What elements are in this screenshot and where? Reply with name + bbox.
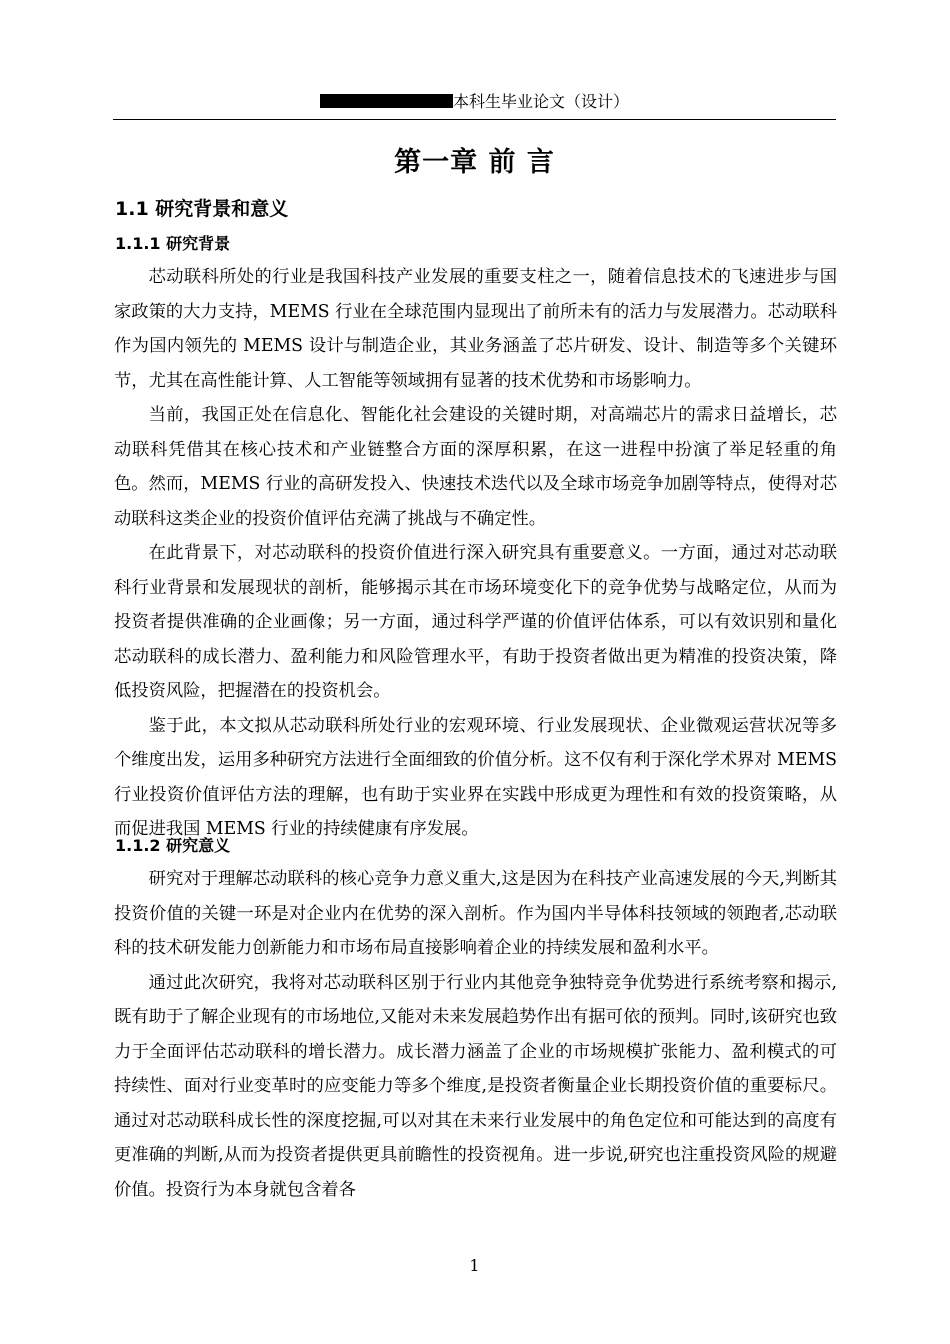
paragraph: 鉴于此，本文拟从芯动联科所处行业的宏观环境、行业发展现状、企业微观运营状况等多个维度出发，运用多种研究方法进行全面细致的价值分析。这不仅有利于深化学术界对 MEMS 行业投资价值评估方法的理解，也有助于实业界在实践中形成更为理性和有效的投资策略，从而促进我国 MEMS 行业的持续健康有序发展。: [114, 715, 837, 839]
section-heading: 1.1 研究背景和意义: [115, 198, 289, 220]
paragraph: 在此背景下，对芯动联科的投资价值进行深入研究具有重要意义。一方面，通过对芯动联科行业背景和发展现状的剖析，能够揭示其在市场环境变化下的竞争优势与战略定位，从而为投资者提供准确的企业画像；另一方面，通过科学严谨的价值评估体系，可以有效识别和量化芯动联科的成长潜力、盈利能力和风险管理水平，有助于投资者做出更为精准的投资决策，降低投资风险，把握潜在的投资机会。: [114, 543, 837, 701]
running-header: [113, 91, 836, 119]
subsection-heading-significance: 1.1.2 研究意义: [115, 836, 231, 855]
chapter-title: 第一章 前 言: [394, 147, 555, 178]
header-title: 本科生毕业论文（设计）: [452, 92, 629, 111]
significance-body: [114, 862, 837, 1207]
subsection-heading-background: 1.1.1 研究背景: [115, 234, 231, 253]
redacted-institution-block: [320, 94, 453, 108]
paragraph: 当前，我国正处在信息化、智能化社会建设的关键时期，对高端芯片的需求日益增长，芯动联科凭借其在核心技术和产业链整合方面的深厚积累，在这一进程中扮演了举足轻重的角色。然而，MEMS 行业的高研发投入、快速技术迭代以及全球市场竞争加剧等特点，使得对芯动联科这类企业的投资价值评估充满了挑战与不确定性。: [114, 405, 837, 529]
header-divider: [113, 119, 836, 120]
page-number: 1: [469, 1256, 480, 1275]
paragraph: 通过此次研究，我将对芯动联科区别于行业内其他竞争独特竞争优势进行系统考察和揭示,既有助于了解企业现有的市场地位,又能对未来发展趋势作出有据可依的预判。同时,该研究也致力于全面评估芯动联科的增长潜力。成长潜力涵盖了企业的市场规模扩张能力、盈利模式的可持续性、面对行业变革时的应变能力等多个维度,是投资者衡量企业长期投资价值的重要标尺。通过对芯动联科成长性的深度挖掘,可以对其在未来行业发展中的角色定位和可能达到的高度有更准确的判断,从而为投资者提供更具前瞻性的投资视角。进一步说,研究也注重投资风险的规避价值。投资行为本身就包含着各: [114, 972, 837, 1200]
paragraph: 芯动联科所处的行业是我国科技产业发展的重要支柱之一，随着信息技术的飞速进步与国家政策的大力支持，MEMS 行业在全球范围内显现出了前所未有的活力与发展潜力。芯动联科作为国内领先的 MEMS 设计与制造企业，其业务涵盖了芯片研发、设计、制造等多个关键环节，尤其在高性能计算、人工智能等领域拥有显著的技术优势和市场影响力。: [114, 267, 837, 391]
background-body: [114, 260, 837, 847]
paragraph: 研究对于理解芯动联科的核心竞争力意义重大,这是因为在科技产业高速发展的今天,判断其投资价值的关键一环是对企业内在优势的深入剖析。作为国内半导体科技领域的领跑者,芯动联科的技术研发能力创新能力和市场布局直接影响着企业的持续发展和盈利水平。: [114, 869, 837, 958]
